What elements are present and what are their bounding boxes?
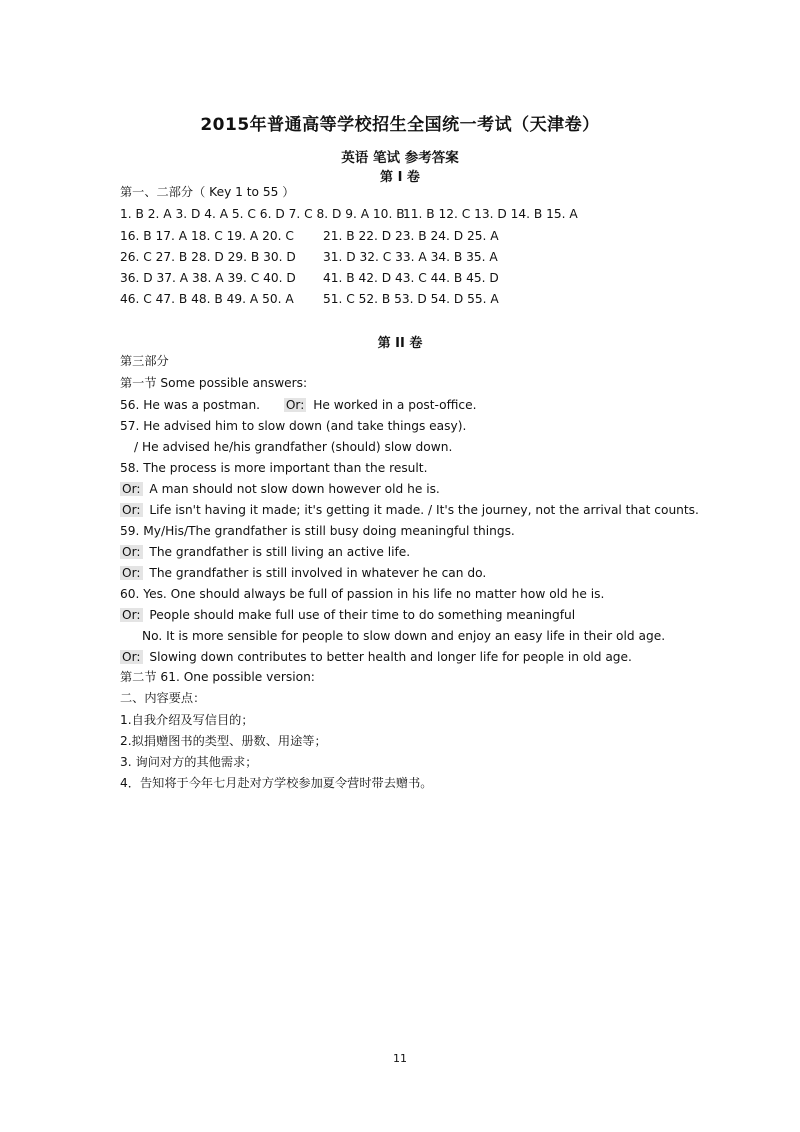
- answer-59-or-1-text: The grandfather is still living an active life.: [149, 545, 411, 559]
- or-label: Or:: [122, 545, 141, 559]
- answer-60-or-1: [120, 607, 575, 623]
- page-number: 11: [393, 1052, 407, 1065]
- section-1-heading: 第一节 Some possible answers:: [120, 376, 308, 390]
- or-label: Or:: [122, 608, 141, 622]
- answer-60-or-2-text: Slowing down contributes to better health and longer life for people in old age.: [149, 650, 632, 664]
- section-2-heading: 第二节 61. One possible version:: [120, 670, 315, 684]
- answer-59-or-1: [120, 544, 410, 560]
- answer-key-row-right: 31. D 32. C 33. A 34. B 35. A: [323, 250, 498, 264]
- answer-59-or-2-text: The grandfather is still involved in whatever he can do.: [149, 566, 487, 580]
- answer-60-or-2: [120, 649, 632, 665]
- answer-key-row-left: 46. C 47. B 48. B 49. A 50. A: [120, 292, 294, 306]
- answer-key-row-left: 16. B 17. A 18. C 19. A 20. C: [120, 229, 294, 243]
- or-label: Or:: [122, 482, 141, 496]
- answer-key-row-left: 26. C 27. B 28. D 29. B 30. D: [120, 250, 296, 264]
- answer-56: [120, 397, 476, 413]
- answer-key-row-right: 21. B 22. D 23. B 24. D 25. A: [323, 229, 499, 243]
- or-label: Or:: [285, 398, 305, 412]
- answer-59: 59. My/His/The grandfather is still busy doing meaningful things.: [120, 524, 515, 538]
- points-heading: 二、内容要点：: [120, 691, 206, 705]
- answer-key-row-right: 11. B 12. C 13. D 14. B 15. A: [403, 207, 578, 221]
- answer-58-or-2: [120, 502, 699, 518]
- answer-key-row-left: 36. D 37. A 38. A 39. C 40. D: [120, 271, 296, 285]
- answer-key-row-left: 1. B 2. A 3. D 4. A 5. C 6. D 7. C 8. D 9. A 10. B: [120, 207, 405, 221]
- page-subtitle: 英语 笔试 参考答案: [341, 150, 459, 166]
- answer-59-or-2: [120, 565, 486, 581]
- or-label: Or:: [122, 566, 141, 580]
- answer-57-alt: / He advised he/his grandfather (should) slow down.: [134, 440, 453, 454]
- answer-60-or-1-text: People should make full use of their time to do something meaningful: [149, 608, 576, 622]
- or-label: Or:: [122, 650, 141, 664]
- answer-key-row-right: 41. B 42. D 43. C 44. B 45. D: [323, 271, 499, 285]
- answer-58-or-1-text: A man should not slow down however old he is.: [149, 482, 440, 496]
- section-1-2-heading: 第一、二部分（ Key 1 to 55 ）: [120, 185, 295, 199]
- answer-58-or-1: [120, 481, 440, 497]
- or-label: Or:: [122, 503, 141, 517]
- answer-58: 58. The process is more important than the result.: [120, 461, 428, 475]
- content-point: 2.拟捐赠图书的类型、册数、用途等；: [120, 734, 327, 748]
- answer-57: 57. He advised him to slow down (and take things easy).: [120, 419, 467, 433]
- content-point: 4．告知将于今年七月赴对方学校参加夏令营时带去赠书。: [120, 776, 433, 790]
- part-3-heading: 第三部分: [120, 354, 169, 368]
- content-point: 1.自我介绍及写信目的；: [120, 713, 254, 727]
- answer-58-or-2-text: Life isn't having it made; it's getting it made. / It's the journey, not the arrival that counts.: [149, 503, 699, 517]
- answer-56-alt: He worked in a post-office.: [313, 398, 477, 412]
- answer-60: 60. Yes. One should always be full of passion in his life no matter how old he is.: [120, 587, 605, 601]
- volume-1-heading: 第 I 卷: [380, 170, 420, 185]
- content-point: 3. 询问对方的其他需求；: [120, 755, 258, 769]
- volume-2-heading: 第 II 卷: [377, 336, 423, 351]
- answer-60-no: No. It is more sensible for people to slow down and enjoy an easy life in their old age.: [142, 629, 666, 643]
- page-title: 2015年普通高等学校招生全国统一考试（天津卷）: [200, 115, 600, 135]
- answer-56-main: 56. He was a postman.: [120, 398, 261, 412]
- answer-key-row-right: 51. C 52. B 53. D 54. D 55. A: [323, 292, 499, 306]
